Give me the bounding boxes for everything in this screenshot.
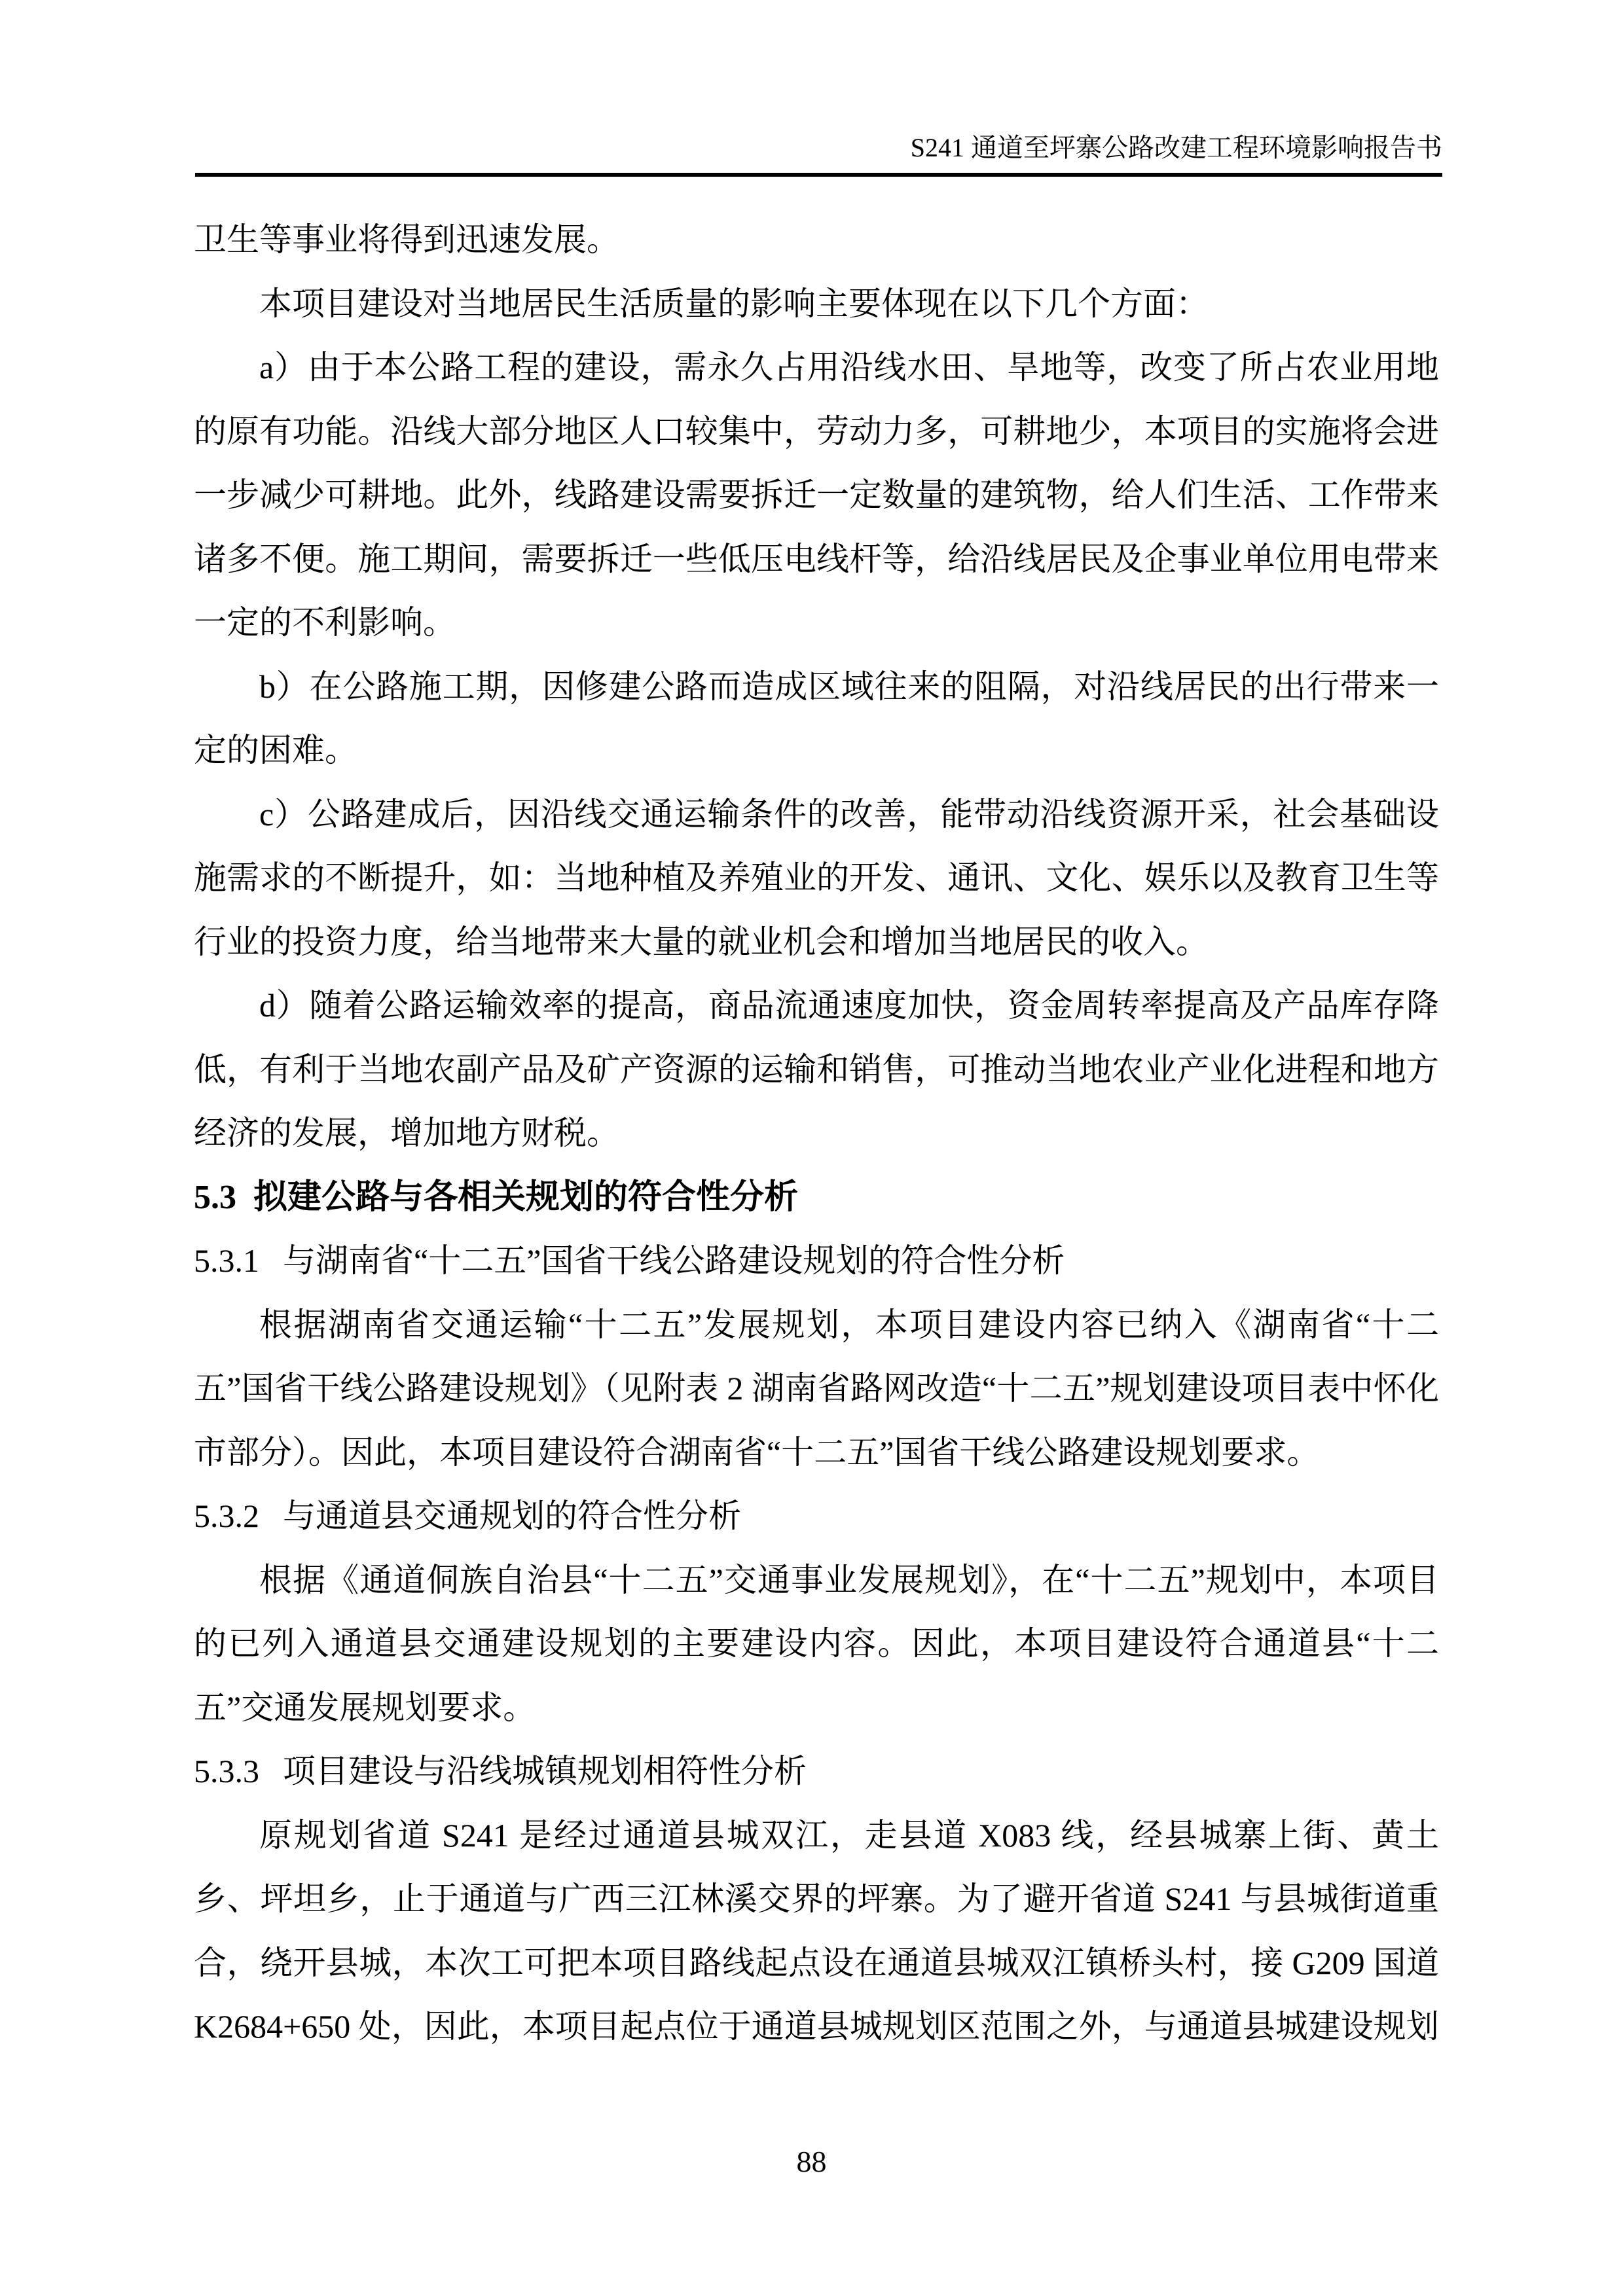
body-paragraph: b）在公路施工期，因修建公路而造成区域往来的阻隔，对沿线居民的出行带来一定的困难。 xyxy=(194,668,1439,768)
heading-number: 5.3.1 xyxy=(194,1242,259,1279)
body-paragraph: 根据《通道侗族自治县“十二五”交通事业发展规划》，在“十二五”规划中，本项目的已列入通道县交通建设规划的主要建设内容。因此，本项目建设符合通道县“十二五”交通发展规划要求。 xyxy=(194,1561,1439,1726)
subsection-heading xyxy=(194,1229,1439,1293)
body-paragraph: 卫生等事业将得到迅速发展。 xyxy=(194,221,619,258)
body-paragraph: 本项目建设对当地居民生活质量的影响主要体现在以下几个方面： xyxy=(259,285,1209,322)
heading-text: 项目建设与沿线城镇规划相符性分析 xyxy=(283,1753,807,1789)
heading-number: 5.3.2 xyxy=(194,1498,259,1534)
heading-number: 5.3.3 xyxy=(194,1753,259,1789)
report-header-title: S241 通道至坪寨公路改建工程环境影响报告书 xyxy=(910,133,1442,162)
body-paragraph: c）公路建成后，因沿线交通运输条件的改善，能带动沿线资源开采，社会基础设施需求的不断提升，如：当地种植及养殖业的开发、通讯、文化、娱乐以及教育卫生等行业的投资力度，给当地带来大量的就业机会和增加当地居民的收入。 xyxy=(194,795,1439,960)
heading-text: 与湖南省“十二五”国省干线公路建设规划的符合性分析 xyxy=(283,1242,1065,1279)
body-paragraph: d）随着公路运输效率的提高，商品流通速度加快，资金周转率提高及产品库存降低，有利于当地农副产品及矿产资源的运输和销售，可推动当地农业产业化进程和地方经济的发展，增加地方财税。 xyxy=(194,987,1439,1151)
body-paragraph: a）由于本公路工程的建设，需永久占用沿线水田、旱地等，改变了所占农业用地的原有功能。沿线大部分地区人口较集中，劳动力多，可耕地少，本项目的实施将会进一步减少可耕地。此外，线路建设需要拆迁一定数量的建筑物，给人们生活、工作带来诸多不便。施工期间，需要拆迁一些低压电线杆等，给沿线居民及企事业单位用电带来一定的不利影响。 xyxy=(194,349,1439,641)
subsection-heading xyxy=(194,1484,1439,1549)
heading-text: 与通道县交通规划的符合性分析 xyxy=(283,1498,741,1534)
page-number: 88 xyxy=(796,2145,827,2178)
section-heading xyxy=(194,1166,1439,1230)
heading-text: 拟建公路与各相关规划的符合性分析 xyxy=(253,1178,799,1216)
subsection-heading xyxy=(194,1740,1439,1804)
body-paragraph: 原规划省道 S241 是经过通道县城双江，走县道 X083 线，经县城寨上街、黄土乡、坪坦乡，止于通道与广西三江林溪交界的坪寨。为了避开省道 S241 与县城街道重合，绕开县城，本次工可把本项目路线起点设在通道县城双江镇桥头村，接 G209 国道 K2684+650 处，因此，本项目起点位于通道县城规划区范围之外，与通道县城建设规划 xyxy=(194,1816,1439,2045)
document-body xyxy=(194,208,1439,2059)
header-rule xyxy=(195,173,1442,177)
heading-number: 5.3 xyxy=(194,1178,236,1216)
body-paragraph: 根据湖南省交通运输“十二五”发展规划，本项目建设内容已纳入《湖南省“十二五”国省干线公路建设规划》（见附表 2 湖南省路网改造“十二五”规划建设项目表中怀化市部分）。因此，本项目建设符合湖南省“十二五”国省干线公路建设规划要求。 xyxy=(194,1306,1439,1471)
